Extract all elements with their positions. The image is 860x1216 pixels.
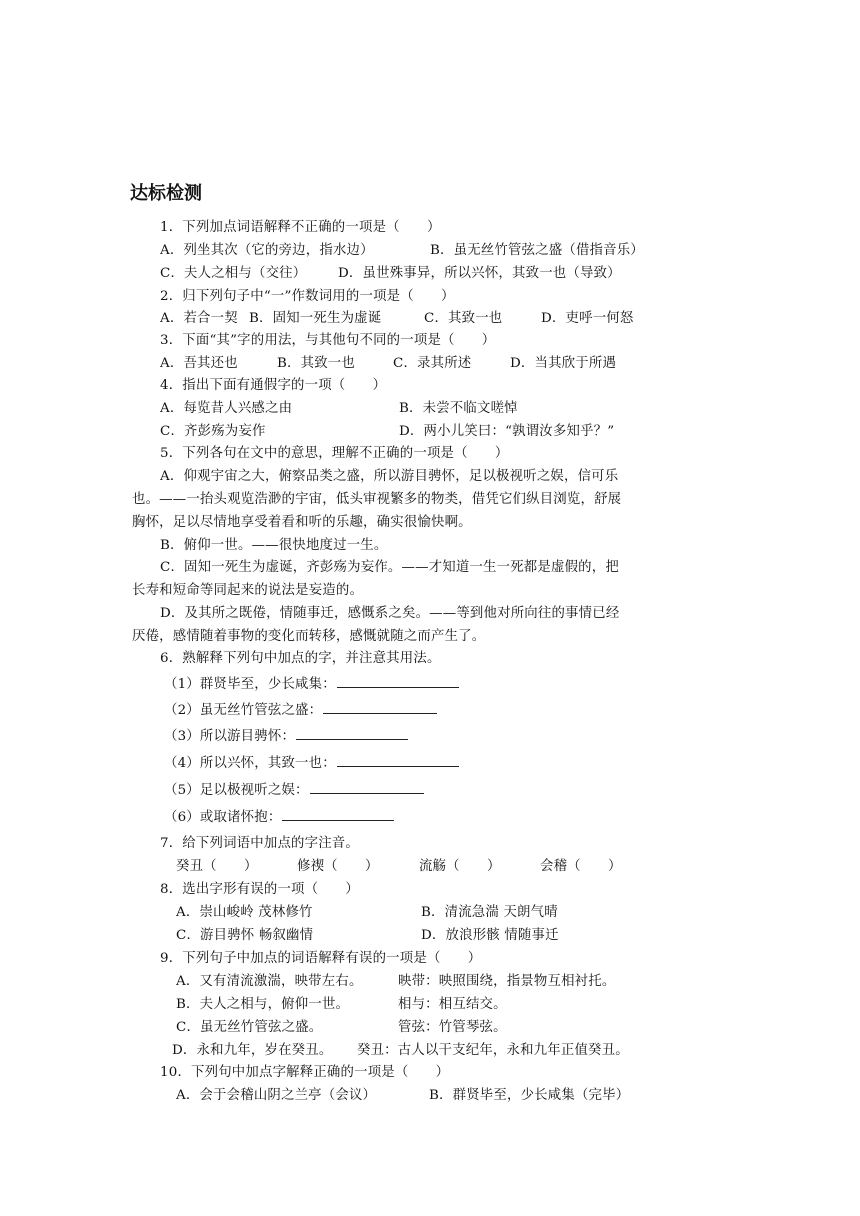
q6-item-1-answer-blank[interactable] bbox=[337, 673, 459, 688]
q6-item-6-answer-blank[interactable] bbox=[282, 806, 394, 821]
question-10-stem: 10．下列句中加点字解释正确的一项是（ ） bbox=[160, 1065, 450, 1080]
q8-option-c: C．游目骋怀 畅叙幽情 bbox=[176, 928, 314, 943]
q9-option-d: D．永和九年，岁在癸丑。 bbox=[172, 1043, 333, 1058]
q5-option-a-line3: 胸怀，足以尽情地享受着看和听的乐趣，确实很愉快啊。 bbox=[132, 515, 472, 530]
q9-option-d-gloss: 癸丑：古人以干支纪年，永和九年正值癸丑。 bbox=[357, 1043, 629, 1058]
q4-option-b: B．未尝不临文嗟悼 bbox=[399, 401, 518, 416]
q6-item-5-answer-blank[interactable] bbox=[310, 779, 424, 794]
question-2-stem: 2．归下列句子中“一”作数词用的一项是（ ） bbox=[160, 289, 455, 304]
q5-option-a-line2: 也。——一抬头观览浩渺的宇宙，低头审视繁多的物类，借凭它们纵目浏览，舒展 bbox=[132, 492, 622, 507]
section-title: 达标检测 bbox=[130, 183, 202, 204]
q6-item-1 bbox=[164, 673, 459, 695]
question-5-stem: 5．下列各句在文中的意思，理解不正确的一项是（ ） bbox=[160, 446, 509, 461]
q8-option-b: B．清流急湍 天朗气晴 bbox=[421, 905, 558, 920]
q4-option-a: A．每览昔人兴感之由 bbox=[160, 401, 293, 416]
q4-option-d: D．两小儿笑曰：“孰谓汝多知乎？” bbox=[399, 424, 615, 439]
q3-option-d: D．当其欣于所遇 bbox=[510, 356, 617, 371]
q5-option-d-line1: D．及其所之既倦，情随事迁，感慨系之矣。——等到他对所向往的事情已经 bbox=[160, 606, 620, 621]
q1-option-c: C．夫人之相与（交往） bbox=[160, 266, 307, 281]
q6-item-2 bbox=[164, 699, 437, 721]
q5-option-c-line1: C．固知一死生为虚诞，齐彭殇为妄作。——才知道一生一死都是虚假的，把 bbox=[160, 560, 619, 575]
q6-item-4-text: （4）所以兴怀，其致一也： bbox=[164, 756, 336, 771]
q6-item-4-answer-blank[interactable] bbox=[337, 752, 459, 767]
q7-word-4: 会稽（ ） bbox=[540, 859, 622, 874]
q6-item-5 bbox=[164, 779, 424, 801]
q6-item-3-answer-blank[interactable] bbox=[296, 725, 408, 740]
q9-option-c-gloss: 管弦：竹管琴弦。 bbox=[398, 1020, 507, 1035]
q6-item-4 bbox=[164, 752, 459, 774]
q6-item-6-text: （6）或取诸怀抱： bbox=[164, 810, 282, 825]
q5-option-a-line1: A．仰观宇宙之大，俯察品类之盛，所以游目骋怀，足以极视听之娱，信可乐 bbox=[160, 469, 619, 484]
q1-option-b: B．虽无丝竹管弦之盛（借指音乐） bbox=[430, 243, 644, 258]
q5-option-c-line2: 长寿和短命等同起来的说法是妄造的。 bbox=[132, 583, 364, 598]
question-9-stem: 9．下列句子中加点的词语解释有误的一项是（ ） bbox=[160, 951, 482, 966]
q9-option-a-gloss: 映带：映照围绕，指景物互相衬托。 bbox=[398, 974, 616, 989]
q6-item-3-text: （3）所以游目骋怀： bbox=[164, 729, 296, 744]
q9-option-c: C．虽无丝竹管弦之盛。 bbox=[176, 1020, 323, 1035]
question-8-stem: 8．选出字形有误的一项（ ） bbox=[160, 882, 359, 897]
question-7-stem: 7．给下列词语中加点的字注音。 bbox=[160, 836, 359, 851]
q9-option-b-gloss: 相与：相互结交。 bbox=[398, 997, 507, 1012]
q6-item-5-text: （5）足以极视听之娱： bbox=[164, 783, 309, 798]
question-3-stem: 3．下面“其”字的用法，与其他句不同的一项是（ ） bbox=[160, 333, 496, 348]
q9-option-b: B．夫人之相与，俯仰一世。 bbox=[176, 997, 350, 1012]
q7-word-1: 癸丑（ ） bbox=[176, 859, 258, 874]
q6-item-2-text: （2）虽无丝竹管弦之盛： bbox=[164, 703, 323, 718]
q1-option-d: D．虽世殊事异，所以兴怀，其致一也（导致） bbox=[338, 266, 621, 281]
q7-word-2: 修禊（ ） bbox=[297, 859, 379, 874]
q9-option-a: A．又有清流激湍，映带左右。 bbox=[176, 974, 363, 989]
question-1-stem: 1．下列加点词语解释不正确的一项是（ ） bbox=[160, 220, 441, 235]
q6-item-2-answer-blank[interactable] bbox=[323, 699, 437, 714]
q5-option-b: B．俯仰一世。——很快地度过一生。 bbox=[160, 538, 388, 553]
q6-item-1-text: （1）群贤毕至，少长咸集： bbox=[164, 677, 336, 692]
question-6-stem: 6．熟解释下列句中加点的字，并注意其用法。 bbox=[160, 651, 441, 666]
q8-option-a: A．崇山峻岭 茂林修竹 bbox=[176, 905, 313, 920]
q3-option-a: A．吾其还也 bbox=[160, 356, 238, 371]
q2-option-d: D．吏呼一何怒 bbox=[541, 311, 634, 326]
q3-option-b: B．其致一也 bbox=[277, 356, 355, 371]
q2-option-a: A．若合一契 bbox=[160, 311, 238, 326]
question-4-stem: 4．指出下面有通假字的一项（ ） bbox=[160, 378, 387, 393]
q1-option-a: A．列坐其次（它的旁边，指水边） bbox=[160, 243, 374, 258]
q10-option-a: A．会于会稽山阴之兰亭（会议） bbox=[176, 1088, 377, 1103]
q5-option-d-line2: 厌倦，感情随着事物的变化而转移，感慨就随之而产生了。 bbox=[132, 629, 486, 644]
q7-word-3: 流觞（ ） bbox=[419, 859, 501, 874]
q10-option-b: B．群贤毕至，少长咸集（完毕） bbox=[429, 1088, 630, 1103]
q6-item-3 bbox=[164, 725, 408, 747]
q2-option-b: B．固知一死生为虚诞 bbox=[249, 311, 382, 326]
q6-item-6 bbox=[164, 806, 394, 828]
q4-option-c: C．齐彭殇为妄作 bbox=[160, 424, 266, 439]
q2-option-c: C．其致一也 bbox=[424, 311, 503, 326]
q3-option-c: C．录其所述 bbox=[393, 356, 472, 371]
q8-option-d: D．放浪形骸 情随事迁 bbox=[421, 928, 559, 943]
